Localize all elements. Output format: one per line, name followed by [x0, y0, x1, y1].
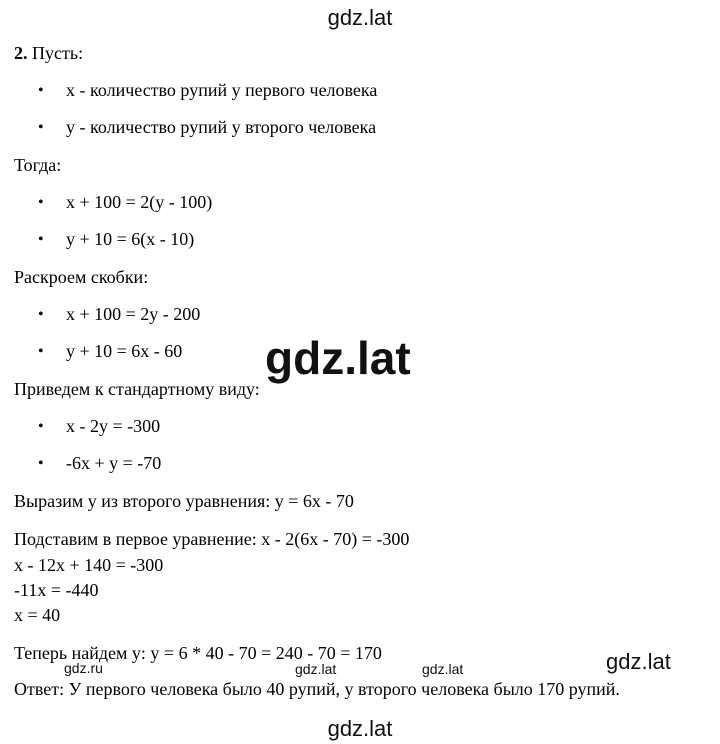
task-heading — [14, 42, 83, 64]
bullet-icon: • — [38, 306, 44, 323]
bullet-icon: • — [38, 82, 44, 99]
express-line: Выразим y из второго уравнения: y = 6x - 70 — [14, 491, 354, 511]
bullet-icon: • — [38, 343, 44, 360]
task-number: 2. — [14, 43, 28, 63]
step-3: x = 40 — [14, 605, 61, 625]
substitute-line: Подставим в первое уравнение: x - 2(6x - 70) = -300 — [14, 529, 410, 549]
watermark-center: gdz.lat — [265, 332, 411, 384]
watermark-bottom-left: gdz.ru — [64, 660, 103, 676]
step-1: x - 12x + 140 = -300 — [14, 555, 164, 575]
bullet-icon: • — [38, 231, 44, 248]
step-2: -11x = -440 — [14, 580, 99, 600]
variable-x: x - количество рупий у первого человека — [66, 80, 378, 100]
bullet-icon: • — [38, 119, 44, 136]
watermark-top: gdz.lat — [327, 5, 393, 30]
find-y-line: Теперь найдем y: y = 6 * 40 - 70 = 240 - 70 = 170 — [14, 643, 382, 663]
task-intro: Пусть: — [32, 43, 84, 63]
expanded-2: y + 10 = 6x - 60 — [66, 341, 183, 361]
bullet-icon: • — [38, 418, 44, 435]
standard-1: x - 2y = -300 — [66, 416, 161, 436]
standard-2: -6x + y = -70 — [66, 453, 162, 473]
bullet-icon: • — [38, 194, 44, 211]
expanded-1: x + 100 = 2y - 200 — [66, 304, 201, 324]
bullet-icon: • — [38, 455, 44, 472]
equation-2: y + 10 = 6(x - 10) — [66, 229, 195, 249]
watermark-bottom-mid2: gdz.lat — [422, 661, 464, 677]
answer-line: Ответ: У первого человека было 40 рупий, у второго человека было 170 рупий. — [14, 679, 620, 699]
watermark-bottom-mid1: gdz.lat — [295, 661, 337, 677]
standard-label: Приведем к стандартному виду: — [14, 379, 260, 399]
watermark-bottom-right: gdz.lat — [606, 649, 671, 674]
watermark-footer: gdz.lat — [327, 716, 393, 741]
expand-label: Раскроем скобки: — [14, 267, 149, 287]
variable-y: y - количество рупий у второго человека — [66, 117, 377, 137]
equation-1: x + 100 = 2(y - 100) — [66, 192, 213, 212]
then-label: Тогда: — [14, 155, 62, 175]
